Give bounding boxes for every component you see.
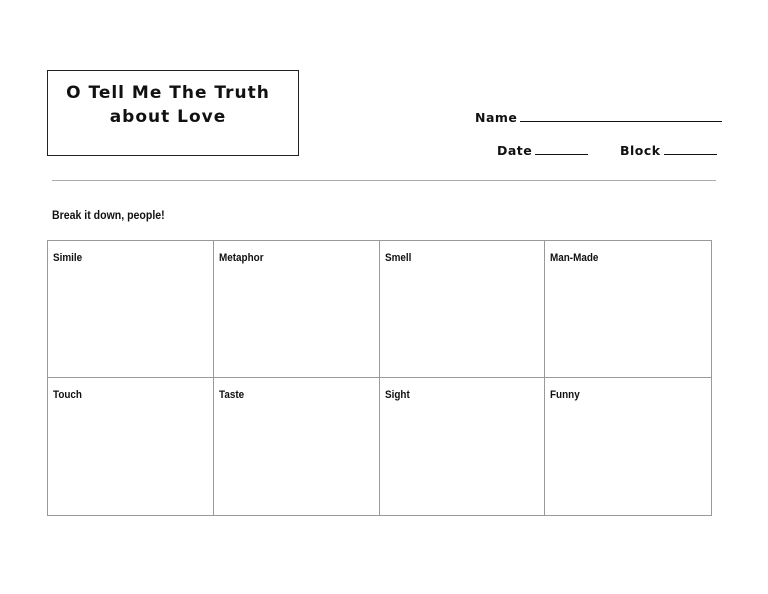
grid-cell-label: Simile — [53, 252, 83, 264]
grid-cell-simile[interactable] — [48, 241, 214, 378]
date-field[interactable] — [497, 142, 588, 158]
title-box — [47, 70, 299, 156]
grid-cell-label: Funny — [550, 389, 580, 401]
response-grid — [47, 240, 712, 516]
name-field[interactable] — [475, 109, 722, 125]
block-label: Block — [620, 143, 661, 158]
date-blank-line[interactable] — [535, 142, 588, 155]
block-blank-line[interactable] — [664, 142, 717, 155]
grid-cell-label: Touch — [53, 389, 82, 401]
name-label: Name — [475, 110, 518, 125]
block-field[interactable] — [620, 142, 717, 158]
grid-cell-touch[interactable] — [48, 378, 214, 515]
name-blank-line[interactable] — [520, 109, 722, 122]
grid-cell-label: Sight — [384, 389, 410, 401]
instructions-text: Break it down, people! — [52, 208, 165, 222]
grid-cell-taste[interactable] — [214, 378, 380, 515]
grid-cell-label: Taste — [218, 389, 244, 401]
grid-cell-label: Metaphor — [218, 252, 264, 264]
header-divider — [52, 180, 716, 181]
date-label: Date — [497, 143, 533, 158]
grid-cell-smell[interactable] — [380, 241, 546, 378]
grid-cell-sight[interactable] — [380, 378, 546, 515]
grid-cell-metaphor[interactable] — [214, 241, 380, 378]
grid-cell-man-made[interactable] — [545, 241, 711, 378]
grid-cell-label: Smell — [384, 252, 411, 264]
grid-cell-funny[interactable] — [545, 378, 711, 515]
worksheet-title: O Tell Me The Truth about Love — [66, 83, 270, 127]
grid-cell-label: Man-Made — [550, 252, 599, 264]
